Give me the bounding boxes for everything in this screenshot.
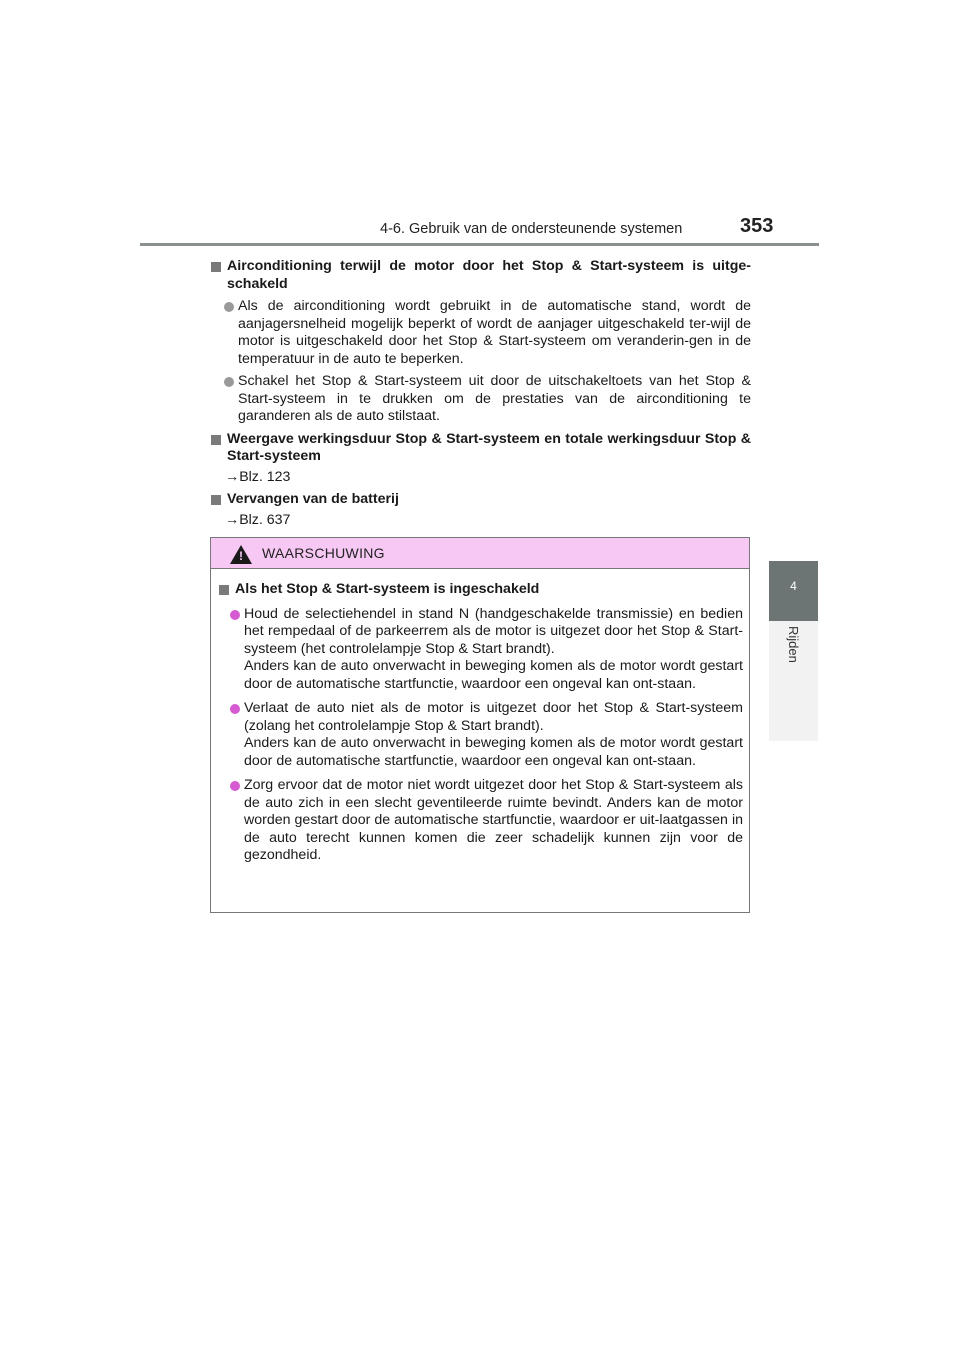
warning-box — [210, 537, 750, 913]
section-heading: Weergave werkingsduur Stop & Start-systeem en totale werkingsduur Stop & Start-systeem — [210, 431, 751, 466]
list-item: Als de airconditioning wordt gebruikt in de automatische stand, wordt de aanjagersnelheid mogelijk beperkt of wordt de aanjager uitgeschakeld ter-wijl de motor is uitgeschakeld door het Stop & Start-systeem om veranderin-gen in de temperatuur in de auto te beperken. — [210, 298, 751, 368]
chapter-tab-number: 4 — [790, 579, 797, 593]
square-bullet-icon — [211, 262, 221, 272]
warning-body — [211, 569, 749, 865]
chapter-label: Rijden — [786, 626, 801, 663]
warning-list-item: Verlaat de auto niet als de motor is uitgezet door het Stop & Start-systeem (zolang het controlelampje Stop & Start brandt). Anders kan de auto onverwacht in beweging komen als de motor wordt gestart door de automatische startfunctie, waardoor een ongeval kan ont-staan. — [218, 700, 743, 770]
main-content — [210, 253, 751, 529]
page-reference[interactable] — [210, 469, 751, 487]
square-bullet-icon — [211, 495, 221, 505]
chapter-tab[interactable] — [769, 561, 818, 621]
circle-bullet-icon — [230, 781, 240, 791]
arrow-right-icon: → — [225, 468, 240, 485]
warning-header — [211, 538, 749, 569]
warning-title: WAARSCHUWING — [262, 545, 385, 561]
list-item: Schakel het Stop & Start-systeem uit door de uitschakeltoets van het Stop & Start-systeem in te drukken om de prestaties van de airconditioning te garanderen als de auto stilstaat. — [210, 373, 751, 426]
circle-bullet-icon — [224, 302, 234, 312]
square-bullet-icon — [211, 435, 221, 445]
warning-list-item: Zorg ervoor dat de motor niet wordt uitgezet door het Stop & Start-systeem als de auto zich in een slecht geventileerde ruimte bevindt. Anders kan de motor worden gestart door de automatische startfunctie, waardoor er uit-laatgassen in de auto terecht kunnen komen die zeer schadelijk kunnen zijn voor de gezondheid. — [218, 777, 743, 865]
arrow-right-icon: → — [225, 511, 240, 528]
section-heading: Vervangen van de batterij — [210, 491, 751, 509]
circle-bullet-icon — [230, 610, 240, 620]
header-divider — [140, 243, 819, 246]
warning-heading: Als het Stop & Start-systeem is ingeschakeld — [218, 581, 743, 599]
section-heading: Airconditioning terwijl de motor door het Stop & Start-systeem is uitge-schakeld — [210, 258, 751, 293]
page-number: 353 — [740, 215, 774, 237]
circle-bullet-icon — [224, 377, 234, 387]
header-section-title: 4-6. Gebruik van de ondersteunende systemen — [380, 221, 683, 237]
warning-list-item: Houd de selectiehendel in stand N (handgeschakelde transmissie) en bedien het rempedaal of de parkeerrem als de motor is uitgezet door het Stop & Start-systeem (het controlelampje Stop & Start brandt). Anders kan de auto onverwacht in beweging komen als de motor wordt gestart door de automatische startfunctie, waardoor een ongeval kan ont-staan. — [218, 606, 743, 694]
page-reference-text: Blz. 637 — [239, 511, 291, 528]
exclamation-icon: ! — [239, 549, 243, 563]
page-reference-text: Blz. 123 — [239, 468, 291, 485]
square-bullet-icon — [219, 585, 229, 595]
circle-bullet-icon — [230, 704, 240, 714]
page-reference[interactable] — [210, 512, 751, 530]
